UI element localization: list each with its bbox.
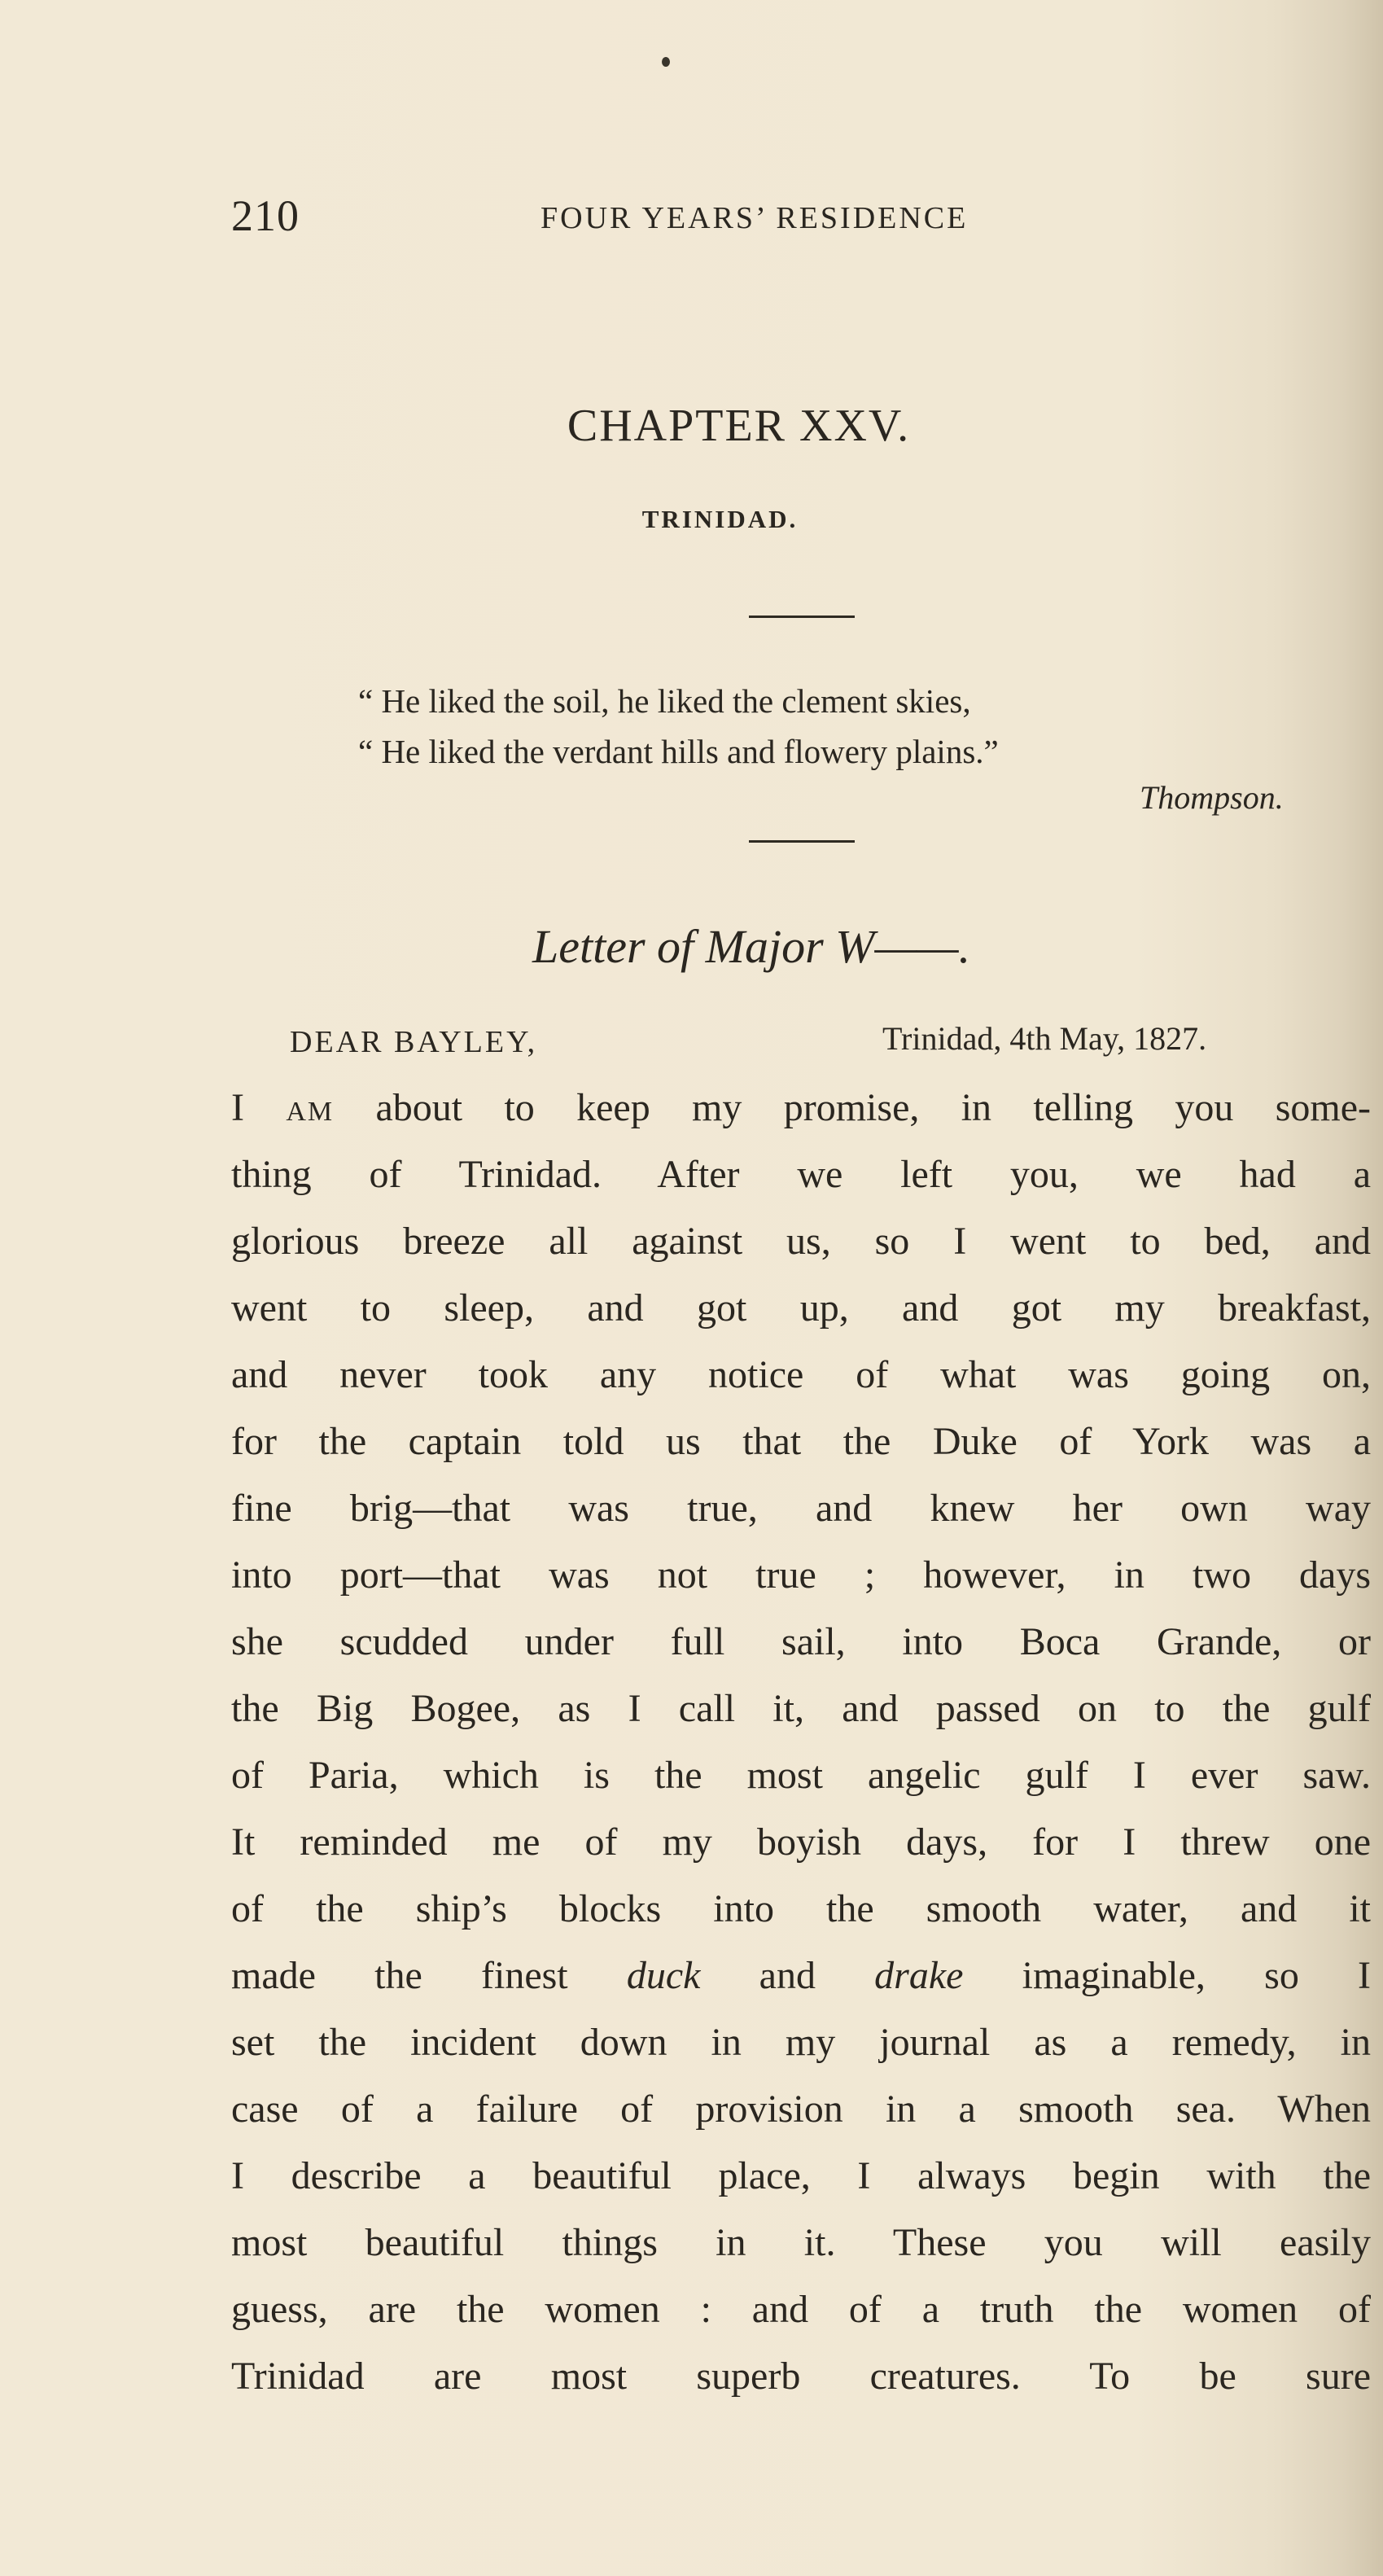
body-line-12: It reminded me of my boyish days, for I threw one xyxy=(231,1820,1371,1864)
body-line-13: of the ship’s blocks into the smooth water, and it xyxy=(231,1887,1371,1930)
body-line-15: set the incident down in my journal as a remedy, in xyxy=(231,2021,1371,2064)
page-number: 210 xyxy=(231,191,300,240)
chapter-title: CHAPTER XXV. xyxy=(567,401,911,451)
line-14-mid: and xyxy=(700,1954,875,1997)
bottom-rule xyxy=(749,840,855,843)
line-14-start: made the finest xyxy=(231,1954,627,1997)
epigraph-line-2: “ He liked the verdant hills and flowery plains.” xyxy=(358,733,999,770)
body-line-11: of Paria, which is the most angelic gulf I ever saw. xyxy=(231,1754,1371,1797)
body-line-6: for the captain told us that the Duke of York was a xyxy=(231,1420,1371,1463)
epigraph xyxy=(358,676,1335,777)
ink-dot xyxy=(662,57,670,67)
opening-initial: I xyxy=(231,1086,244,1129)
epigraph-attribution: Thompson. xyxy=(1140,779,1284,816)
word-drake: drake xyxy=(874,1954,964,1997)
body-line-1-text: about to keep my promise, in telling you some- xyxy=(334,1086,1371,1129)
body-line-4: went to sleep, and got up, and got my breakfast, xyxy=(231,1286,1371,1330)
body-line-3: glorious breeze all against us, so I went to bed, and xyxy=(231,1220,1371,1263)
body-line-19: guess, are the women : and of a truth the women of xyxy=(231,2288,1371,2331)
body-text xyxy=(231,1075,1371,2410)
body-line-10: the Big Bogee, as I call it, and passed on to the gulf xyxy=(231,1687,1371,1730)
salutation: DEAR BAYLEY, xyxy=(290,1025,538,1059)
body-line-7: fine brig—that was true, and knew her own way xyxy=(231,1487,1371,1530)
body-line-5: and never took any notice of what was going on, xyxy=(231,1353,1371,1396)
line-14-end: imaginable, so I xyxy=(963,1954,1371,1997)
body-line-14 xyxy=(231,1943,1371,2009)
top-rule xyxy=(749,616,855,618)
letter-date: Trinidad, 4th May, 1827. xyxy=(882,1020,1207,1057)
opening-smallcaps: am xyxy=(286,1086,335,1129)
epigraph-line-1: “ He liked the soil, he liked the clement skies, xyxy=(358,682,971,720)
body-line-8: into port—that was not true ; however, in two days xyxy=(231,1553,1371,1597)
body-line-20: Trinidad are most superb creatures. To be sure xyxy=(231,2355,1371,2398)
body-line-1 xyxy=(231,1075,1371,1141)
chapter-subtitle: TRINIDAD. xyxy=(641,505,799,533)
body-line-18: most beautiful things in it. These you will easily xyxy=(231,2221,1371,2264)
body-line-16: case of a failure of provision in a smooth sea. When xyxy=(231,2088,1371,2131)
running-title: FOUR YEARS’ RESIDENCE xyxy=(541,201,969,235)
body-line-2: thing of Trinidad. After we left you, we had a xyxy=(231,1153,1371,1196)
body-line-9: she scudded under full sail, into Boca Grande, or xyxy=(231,1620,1371,1663)
word-duck: duck xyxy=(626,1954,701,1997)
body-line-17: I describe a beautiful place, I always begin with the xyxy=(231,2154,1371,2197)
running-head xyxy=(231,187,1379,244)
letter-heading: Letter of Major W——. xyxy=(532,920,971,973)
